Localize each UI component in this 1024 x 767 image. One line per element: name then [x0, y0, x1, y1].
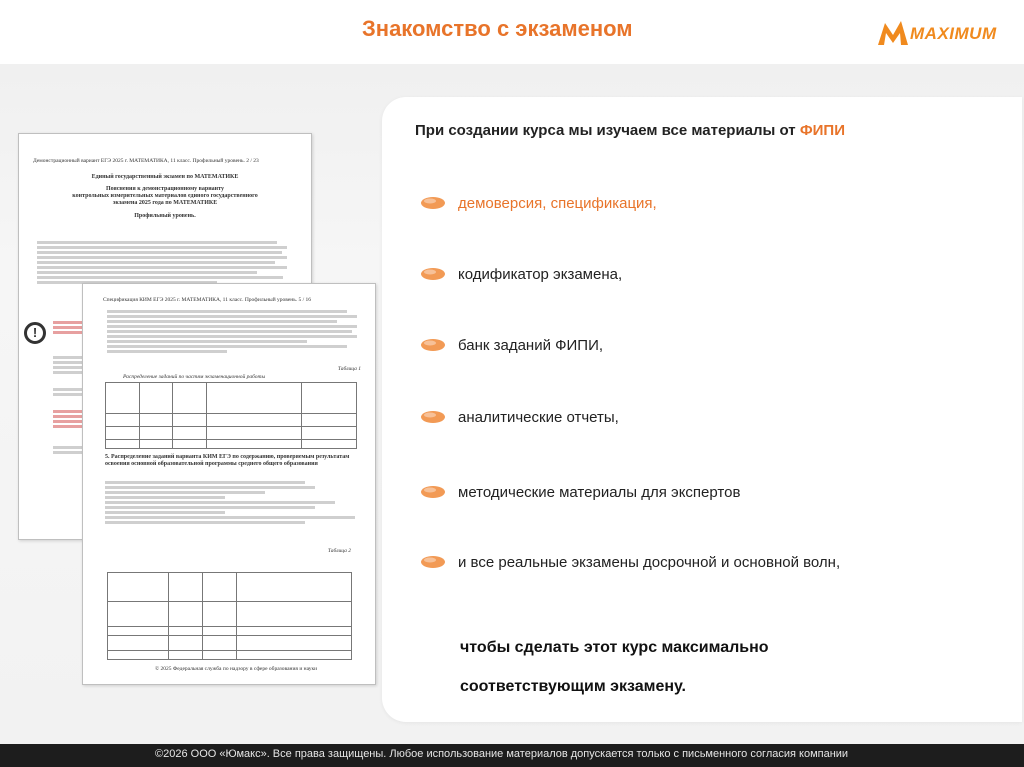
doc1-subtitle-2: контрольных измерительных материалов единого государственного: [72, 193, 258, 199]
maximum-logo[interactable]: [876, 16, 1016, 52]
specification-document: [82, 283, 376, 685]
doc2-footer: © 2025 Федеральная служба по надзору в сфере образования и науки: [155, 666, 318, 672]
list-item-label: аналитические отчеты,: [458, 408, 619, 426]
list-item-label: и все реальные экзамены досрочной и основной волн,: [458, 553, 841, 571]
list-item-label: демоверсия, спецификация,: [458, 194, 657, 212]
doc2-section-5-title: 5. Распределение заданий варианта КИМ ЕГЭ по содержанию, проверяемым результатам освоения основной образовательной программы среднего общего образования: [105, 454, 350, 467]
doc2-table1-caption: Таблица 1: [337, 366, 361, 372]
doc2-table-2: [107, 572, 352, 660]
doc1-subtitle-3: экзамена 2025 года по МАТЕМАТИКЕ: [112, 200, 218, 206]
doc1-header: Демонстрационный вариант ЕГЭ 2025 г. МАТЕМАТИКА, 11 класс. Профильный уровень. 2 / 23: [33, 158, 259, 164]
closing-line-2: соответствующим экзамену.: [460, 678, 686, 695]
list-item: [420, 481, 740, 503]
header: [0, 0, 1024, 64]
warning-icon: !: [24, 322, 46, 344]
lead-statement: [415, 122, 845, 139]
list-item: [420, 263, 622, 285]
doc1-title: Единый государственный экзамен по МАТЕМАТИКЕ: [91, 174, 239, 180]
list-item-label: банк заданий ФИПИ,: [458, 336, 604, 354]
list-item-label: методические материалы для экспертов: [458, 483, 741, 501]
doc2-section-5-text: [105, 479, 355, 526]
doc2-header: Спецификация КИМ ЕГЭ 2025 г. МАТЕМАТИКА, 11 класс. Профильный уровень. 5 / 16: [103, 297, 312, 303]
doc1-body-text: [37, 239, 292, 286]
doc1-subtitle-1: Пояснения к демонстрационному варианту: [105, 186, 225, 192]
copyright-text: ©2026 ООО «Юмакс». Все права защищены. Любое использование материалов допускается только с письменного согласия компании: [155, 748, 849, 760]
bullet-icon: [420, 267, 446, 281]
bullet-icon: [420, 196, 446, 210]
doc2-body-text: [107, 308, 357, 355]
footer: [0, 744, 1024, 767]
closing-line-1: чтобы сделать этот курс максимально: [460, 639, 769, 656]
doc1-level: Профильный уровень.: [134, 213, 196, 219]
list-item: [420, 192, 657, 214]
bullet-icon: [420, 555, 446, 569]
doc1-margin-lines: [53, 319, 83, 456]
bullet-icon: [420, 410, 446, 424]
doc2-table1-title: Распределение заданий по частям экзаменационной работы: [123, 374, 266, 380]
lead-accent: ФИПИ: [799, 122, 845, 139]
page-title: Знакомство с экзаменом: [362, 16, 633, 41]
list-item: [420, 406, 619, 428]
doc2-table-1: [105, 382, 357, 449]
bullet-icon: [420, 338, 446, 352]
list-item: [420, 334, 603, 356]
doc2-table2-caption: Таблица 2: [327, 548, 351, 554]
list-item-label: кодификатор экзамена,: [458, 265, 623, 283]
list-item: [420, 551, 840, 573]
logo-mark-icon: [876, 19, 910, 49]
bullet-icon: [420, 485, 446, 499]
lead-text: При создании курса мы изучаем все материалы от: [415, 122, 800, 139]
logo-text: MAXIMUM: [910, 24, 997, 43]
